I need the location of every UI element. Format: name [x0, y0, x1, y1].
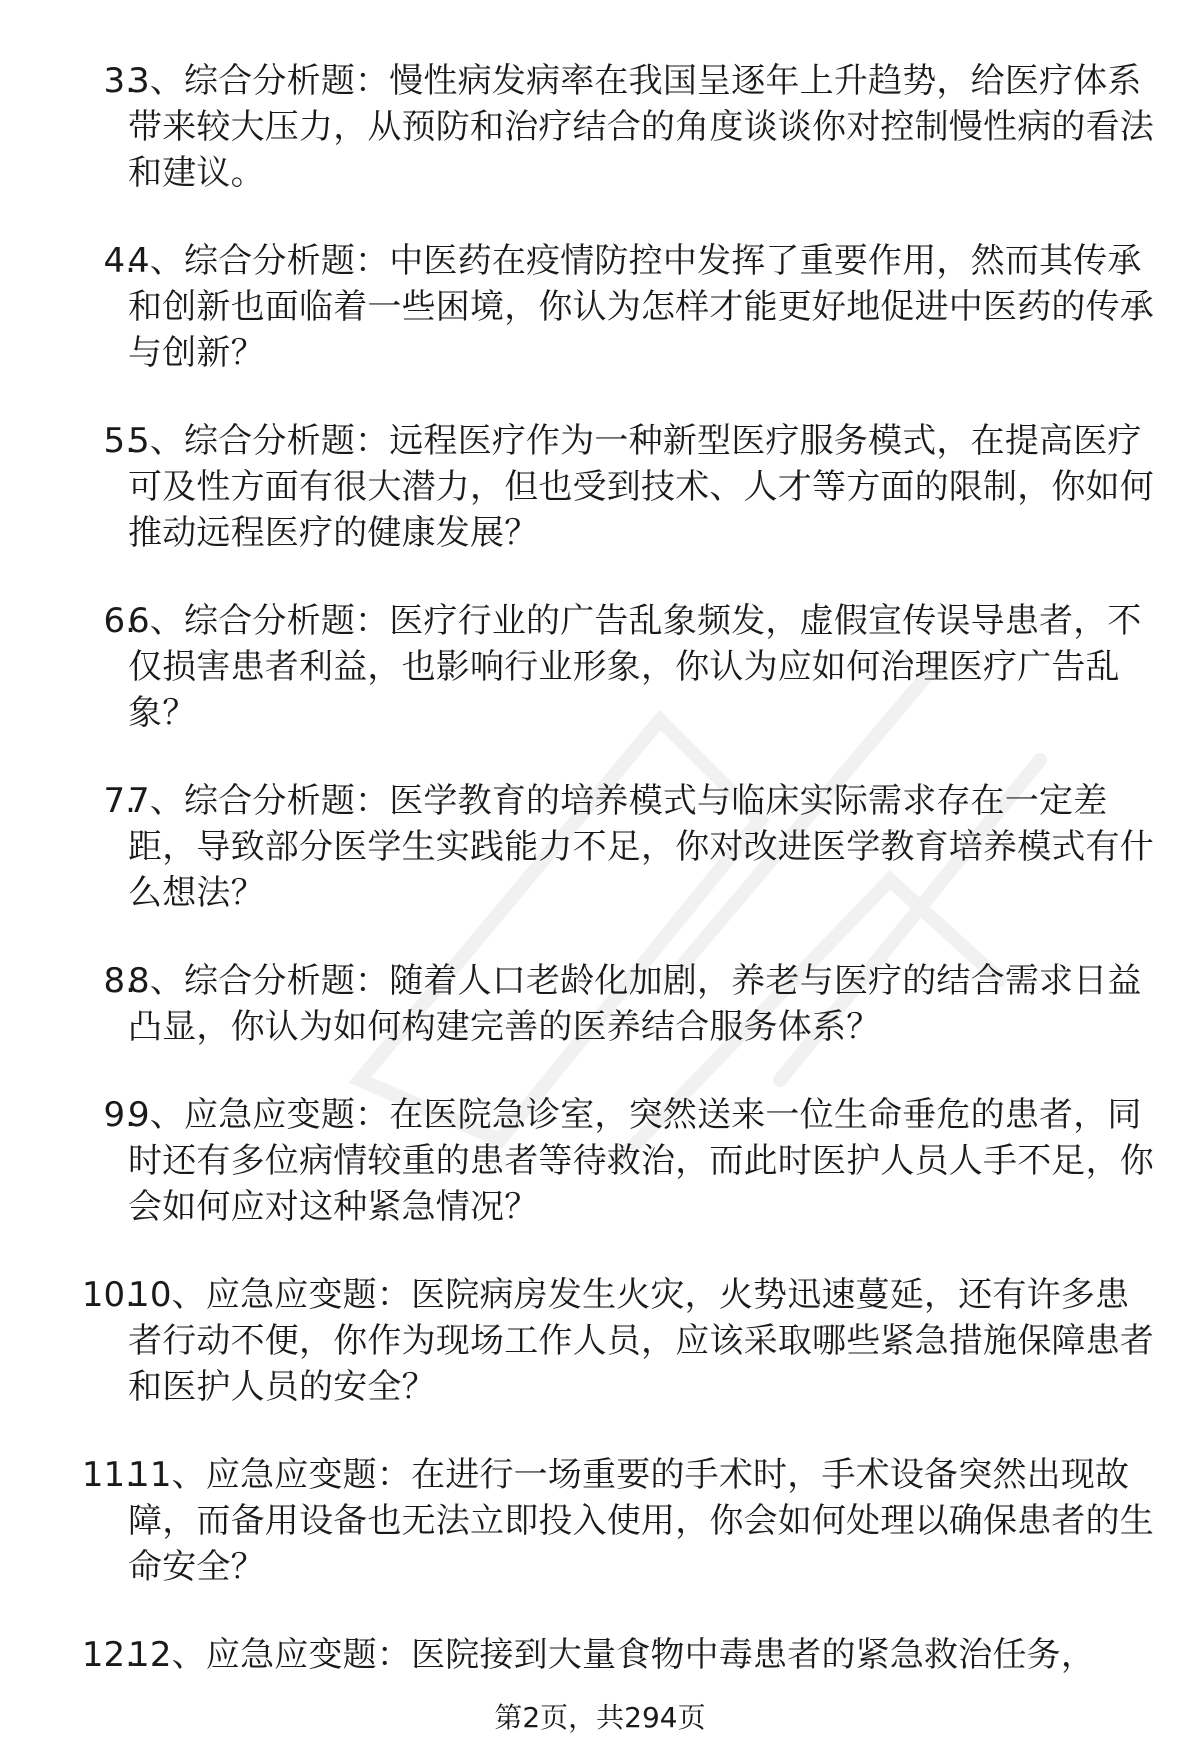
question-text: 6、综合分析题：医疗行业的广告乱象频发，虚假宣传误导患者，不仅损害患者利益，也影响行业形象，你认为应如何治理医疗广告乱象？ [128, 601, 1142, 733]
question-item [0, 418, 1200, 556]
question-text: 9、应急应变题：在医院急诊室，突然送来一位生命垂危的患者，同时还有多位病情较重的患者等待救治，而此时医护人员人手不足，你会如何应对这种紧急情况？ [128, 1095, 1154, 1227]
question-number: 9. [103, 1095, 136, 1135]
question-number: 10. [81, 1275, 136, 1315]
question-number: 8. [103, 961, 136, 1001]
question-number: 7. [103, 781, 136, 821]
question-item [0, 958, 1200, 1050]
question-text: 11、应急应变题：在进行一场重要的手术时，手术设备突然出现故障，而备用设备也无法立即投入使用，你会如何处理以确保患者的生命安全？ [128, 1455, 1154, 1587]
question-item [0, 58, 1200, 196]
question-text: 4、综合分析题：中医药在疫情防控中发挥了重要作用，然而其传承和创新也面临着一些困境，你认为怎样才能更好地促进中医药的传承与创新？ [128, 241, 1154, 373]
question-item [0, 1632, 1200, 1678]
question-item [0, 1272, 1200, 1410]
question-list [0, 58, 1200, 1720]
question-number: 12. [81, 1635, 136, 1675]
question-text: 5、综合分析题：远程医疗作为一种新型医疗服务模式，在提高医疗可及性方面有很大潜力，但也受到技术、人才等方面的限制，你如何推动远程医疗的健康发展？ [128, 421, 1154, 553]
question-number: 4. [103, 241, 136, 281]
question-item [0, 1452, 1200, 1590]
question-number: 5. [103, 421, 136, 461]
question-text: 3、综合分析题：慢性病发病率在我国呈逐年上升趋势，给医疗体系带来较大压力，从预防和治疗结合的角度谈谈你对控制慢性病的看法和建议。 [128, 61, 1154, 193]
question-text: 7、综合分析题：医学教育的培养模式与临床实际需求存在一定差距，导致部分医学生实践能力不足，你对改进医学教育培养模式有什么想法？ [128, 781, 1154, 913]
question-text: 10、应急应变题：医院病房发生火灾，火势迅速蔓延，还有许多患者行动不便，你作为现场工作人员，应该采取哪些紧急措施保障患者和医护人员的安全？ [128, 1275, 1154, 1407]
question-item [0, 778, 1200, 916]
question-number: 6. [103, 601, 136, 641]
question-number: 3. [103, 61, 136, 101]
question-item [0, 598, 1200, 736]
page-footer [0, 1698, 1200, 1738]
page-indicator: 第2页，共294页 [494, 1701, 706, 1734]
question-text: 12、应急应变题：医院接到大量食物中毒患者的紧急救治任务， [128, 1635, 1096, 1675]
question-text: 8、综合分析题：随着人口老龄化加剧，养老与医疗的结合需求日益凸显，你认为如何构建完善的医养结合服务体系？ [128, 961, 1142, 1047]
question-number: 11. [81, 1455, 136, 1495]
question-item [0, 1092, 1200, 1230]
question-item [0, 238, 1200, 376]
